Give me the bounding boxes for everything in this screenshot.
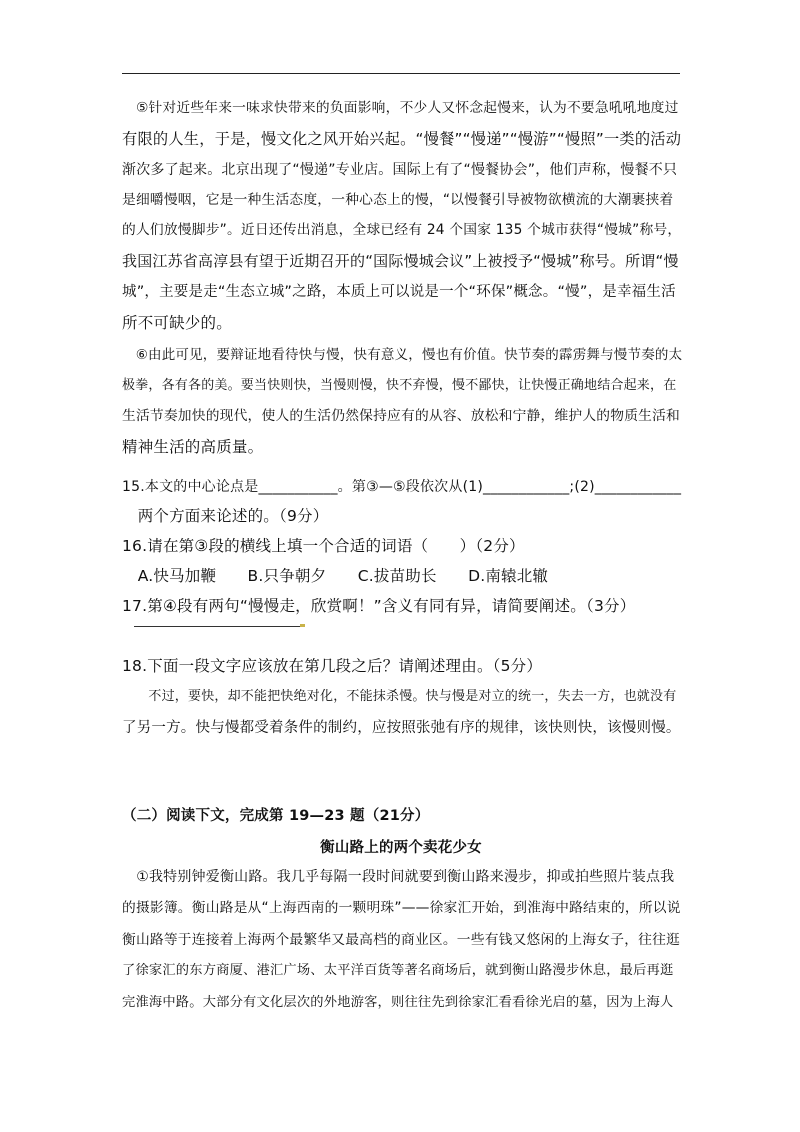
article-title: 衡山路上的两个卖花少女	[320, 840, 482, 856]
paragraph-5-line-7: 城”，主要是走“生态立城”之路，本质上可以说是一个“环保”概念。“慢”，是幸福生活	[122, 284, 676, 300]
article-line-2: 的摄影簿。衡山路是从“上海西南的一颗明珠”——徐家汇开始，到淮海中路结束的，所以说	[122, 900, 681, 916]
paragraph-6-line-1: ⑥由此可见，要辩证地看待快与慢，快有意义，慢也有价值。快节奏的霹雳舞与慢节奏的太	[122, 347, 683, 363]
section-2-heading: （二）阅读下文，完成第 19—23 题（21分）	[122, 808, 430, 824]
question-16-options: A.快马加鞭 B.只争朝夕 C.拔苗助长 D.南辕北辙	[122, 567, 549, 585]
paragraph-5-line-5: 的人们放慢脚步”。近日还传出消息，全球已经有 24 个国家 135 个城市获得“慢城”称号，	[122, 222, 682, 238]
article-line-1: ①我特别钟爱衡山路。我几乎每隔一段时间就要到衡山路来漫步，抑或拍些照片装点我	[122, 869, 675, 885]
answer-line-mark	[300, 624, 305, 627]
article-line-4: 了徐家汇的东方商厦、港汇广场、太平洋百货等著名商场后，就到衡山路漫步休息，最后再逛	[122, 963, 674, 978]
paragraph-5-line-6: 我国江苏省高淳县有望于近期召开的“国际慢城会议”上被授予“慢城”称号。所谓“慢	[122, 252, 679, 270]
paragraph-5-line-1: ⑤针对近些年来一味求快带来的负面影响，不少人又怀念起慢来，认为不要急吼吼地度过	[122, 100, 679, 116]
article-line-3: 衡山路等于连接着上海两个最繁华又最高档的商业区。一些有钱又悠闲的上海女子，往往逛	[122, 932, 681, 948]
paragraph-5-line-8: 所不可缺少的。	[122, 314, 232, 332]
question-17: 17.第④段有两句“慢慢走，欣赏啊！”含义有同有异，请简要阐述。（3分）	[122, 597, 636, 615]
header-rule	[122, 73, 680, 74]
question-18-passage-line-1: 不过，要快，却不能把快绝对化，不能抹杀慢。快与慢是对立的统一，失去一方，也就没有	[122, 689, 677, 704]
paragraph-6-line-4: 精神生活的高质量。	[122, 438, 264, 456]
paragraph-6-line-3: 生活节奏加快的现代，使人的生活仍然保持应有的从容、放松和宁静，维护人的物质生活和	[122, 408, 681, 424]
question-15-line-1: 15.本文的中心论点是___________。第③—⑤段依次从(1)____________;(2)____________	[122, 479, 682, 495]
paragraph-6-line-2: 极拳，各有各的美。要当快则快，当慢则慢，快不弃慢，慢不鄙快，让快慢正确地结合起来，在	[122, 378, 677, 393]
paragraph-5-line-3: 渐次多了起来。北京出现了“慢递”专业店。国际上有了“慢餐协会”，他们声称，慢餐不只	[122, 162, 678, 178]
question-18-passage-line-2: 了另一方。快与慢都受着条件的制约，应按照张弛有序的规律，该快则快，该慢则慢。	[122, 720, 681, 736]
paragraph-5-line-4: 是细嚼慢咽，它是一种生活态度，一种心态上的慢，“以慢餐引导被物欲横流的大潮裹挟着	[122, 192, 674, 208]
question-18: 18.下面一段文字应该放在第几段之后？请阐述理由。（5分）	[122, 657, 543, 675]
article-line-5: 完淮海中路。大部分有文化层次的外地游客，则往往先到徐家汇看看徐光启的墓，因为上海人	[122, 995, 674, 1010]
question-15-line-2: 两个方面来论述的。（9分）	[122, 507, 329, 525]
question-16: 16.请在第③段的横线上填一个合适的词语（ ）（2分）	[122, 537, 525, 555]
paragraph-5-line-2: 有限的人生，于是，慢文化之风开始兴起。“慢餐”“慢递”“慢游”“慢照”一类的活动	[122, 130, 682, 148]
answer-line	[134, 626, 304, 627]
